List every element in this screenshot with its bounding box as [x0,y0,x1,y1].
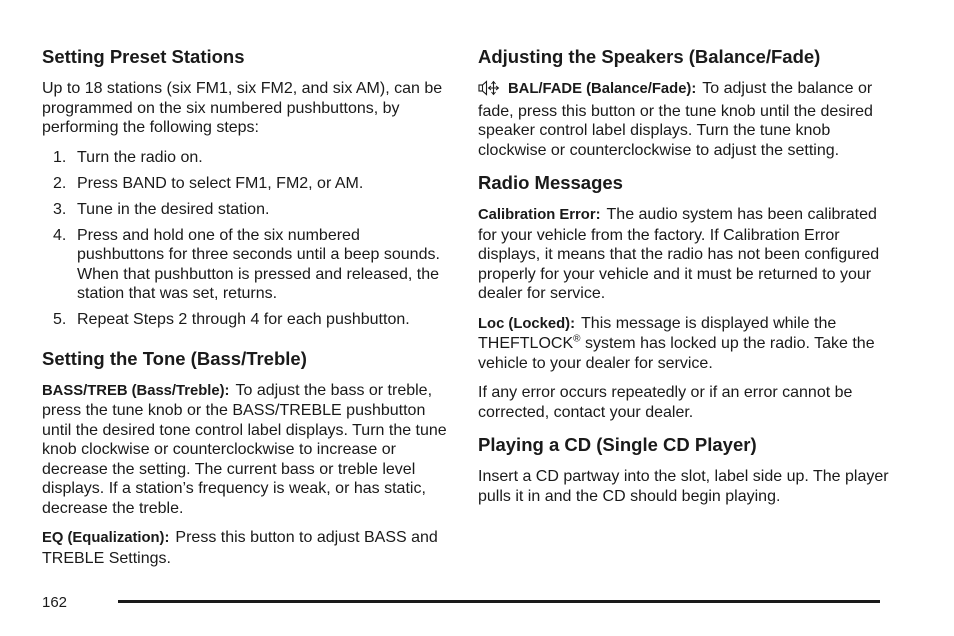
heading-setting-preset-stations: Setting Preset Stations [42,46,245,67]
bass-treb-text: To adjust the bass or treble, press the tune knob or the BASS/TREBLE pushbutton until the desired tone control label displays. Turn the tune knob clockwise or counterclockwise to increase or decrease the setting. The current bass or treble level displays. If a station’s frequency is weak, or has static, decrease the treble. [42,381,447,517]
step-number: 5. [53,311,67,328]
list-item [42,310,447,330]
bass-treb-term: BASS/TREB (Bass/Treble): [42,382,230,399]
section-adjusting-speakers [478,44,898,160]
bass-treb-paragraph [42,381,447,519]
step-text: Turn the radio on. [77,148,203,166]
heading-setting-the-tone: Setting the Tone (Bass/Treble) [42,347,307,369]
bal-fade-text: To adjust the balance or fade, press this button or the tune knob until the desired speaker control label displays. Turn the tune knob clockwise or counterclockwise to adjust the setting. [478,80,873,159]
registered-mark: ® [573,333,581,345]
list-item [42,200,447,220]
eq-text: Press this button to adjust BASS and TREBLE Settings. [42,529,438,567]
eq-paragraph [42,528,447,568]
section-setting-preset-stations [42,44,447,330]
step-text: Repeat Steps 2 through 4 for each pushbutton. [77,311,410,328]
preset-steps-list [42,148,447,330]
bal-fade-term: BAL/FADE (Balance/Fade): [508,81,697,97]
section-playing-cd [478,432,898,506]
step-number: 4. [53,226,67,244]
heading-adjusting-speakers: Adjusting the Speakers (Balance/Fade) [478,46,821,67]
preset-intro: Up to 18 stations (six FM1, six FM2, and six AM), can be programmed on the six numbered pushbuttons, by performing the following steps: [42,80,443,136]
footer-divider [118,600,880,603]
bal-fade-paragraph [478,79,898,160]
speaker-balance-icon [478,80,500,102]
heading-radio-messages: Radio Messages [478,172,623,193]
left-column [42,44,447,578]
error-paragraph: If any error occurs repeatedly or if an error cannot be corrected, contact your dealer. [478,384,853,421]
step-number: 1. [53,148,67,166]
loc-locked-paragraph [478,314,898,374]
calibration-error-term: Calibration Error: [478,207,601,223]
calibration-error-paragraph [478,205,898,304]
list-item [42,148,447,168]
loc-locked-text-before: This message is displayed while the THEFTLOCK [478,314,837,352]
loc-locked-text-after: system has locked up the radio. Take the vehicle to your dealer for service. [478,335,875,372]
section-setting-the-tone [42,346,447,569]
step-text: Tune in the desired station. [77,200,270,218]
heading-playing-cd: Playing a CD (Single CD Player) [478,434,757,455]
step-text: Press and hold one of the six numbered pushbuttons for three seconds until a beep sounds. When that pushbutton is pressed and released, the station that was set, returns. [77,226,440,302]
page-number: 162 [42,594,68,611]
step-number: 3. [53,200,67,218]
step-text: Press BAND to select FM1, FM2, or AM. [77,174,364,192]
list-item [42,226,447,304]
calibration-error-text: The audio system has been calibrated for your vehicle from the factory. If Calibration Error displays, it means that the radio has not been configured properly for your vehicle and it must be returned to your dealer for service. [478,206,880,302]
eq-term: EQ (Equalization): [42,530,170,546]
list-item [42,174,447,194]
step-number: 2. [53,174,67,192]
loc-locked-term: Loc (Locked): [478,315,576,332]
right-column [478,44,898,516]
section-radio-messages [478,170,898,422]
cd-paragraph: Insert a CD partway into the slot, label side up. The player pulls it in and the CD should begin playing. [478,468,889,505]
